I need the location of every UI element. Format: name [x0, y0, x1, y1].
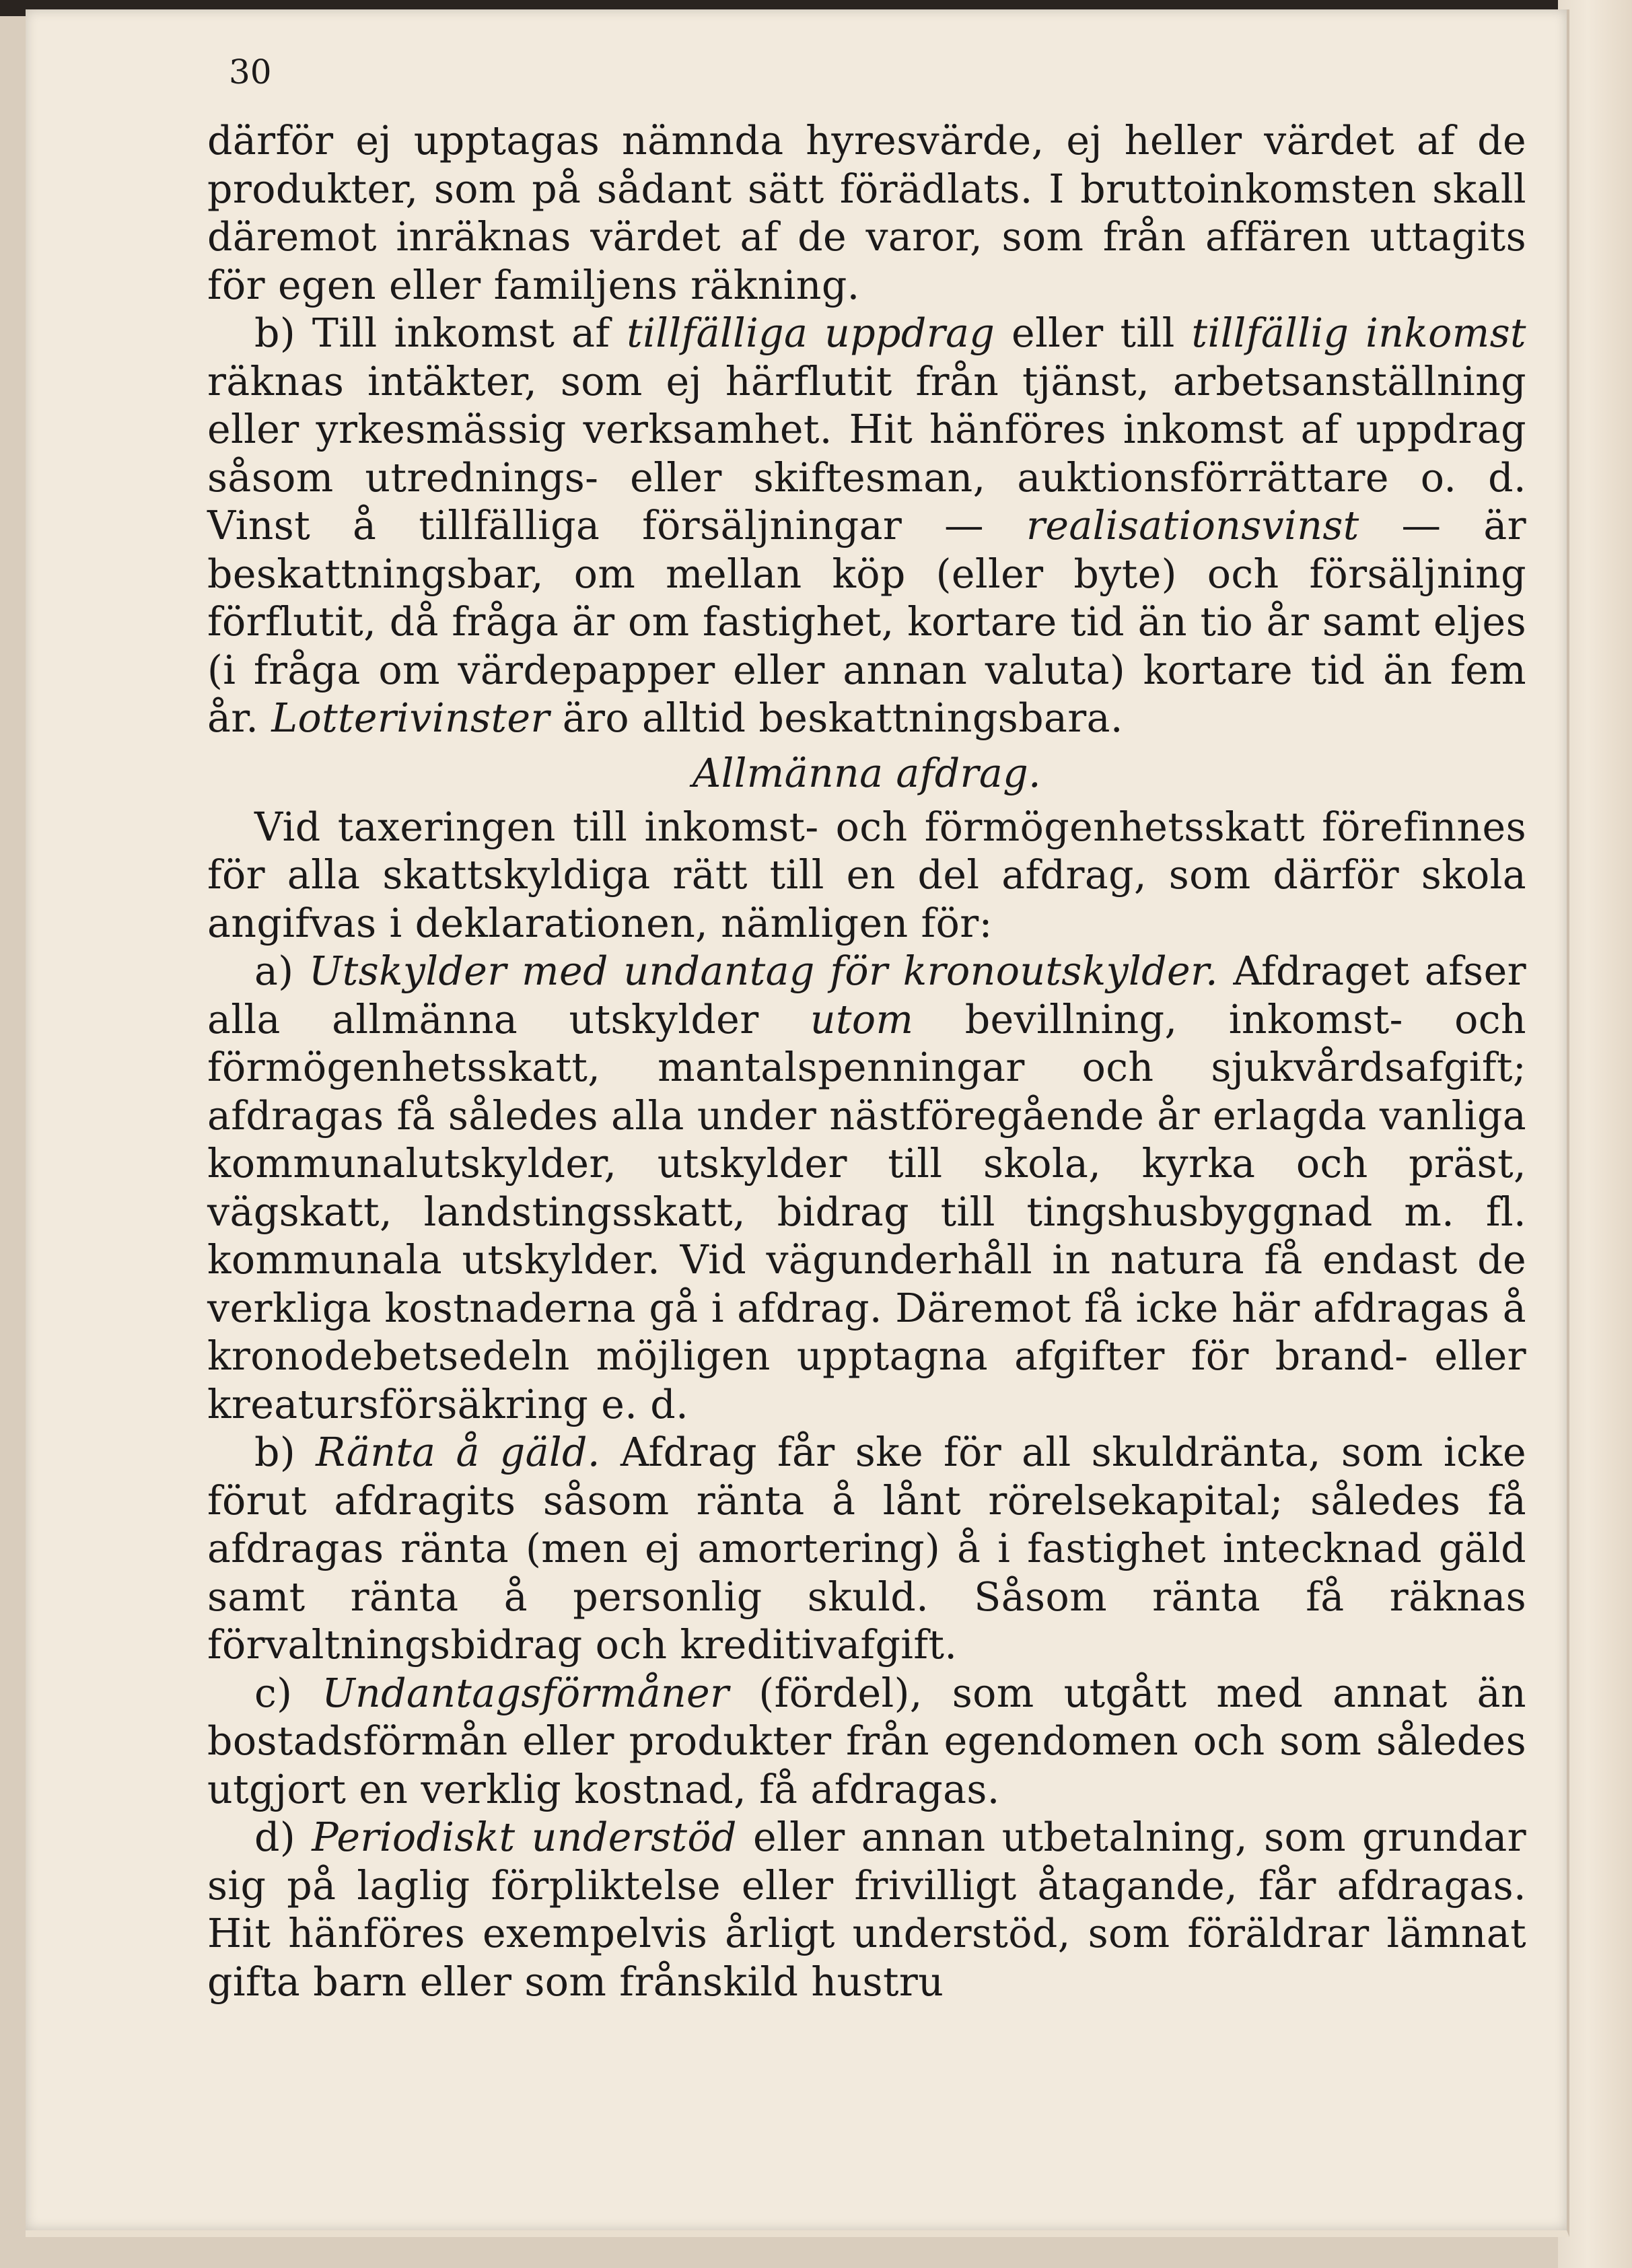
text-run: därför ej upptagas nämnda hyresvärde, ej heller värdet af de produkter, som på sådant sätt förädlats. I bruttoinkomsten skall däremot inräknas värdet af de varor, som från affären uttagits för egen eller familjens räkning.	[207, 118, 1526, 308]
paragraph-item-d	[207, 1814, 1526, 2006]
italic-term: tillfälliga uppdrag	[627, 310, 995, 356]
text-run: räknas intäkter, som ej härflutit från tjänst, arbetsanställning eller yrkesmässig verksamhet. Hit hänföres inkomst af uppdrag såsom utrednings- eller skiftesman, auktionsförrättare o. d. Vinst å tillfälliga försäljningar —	[207, 358, 1526, 548]
text-run: Afdraget afser alla allmänna utskylder	[207, 948, 1526, 1042]
section-heading: Allmänna afdrag.	[692, 750, 1042, 796]
italic-term: tillfällig inkomst	[1191, 310, 1526, 356]
paragraph-intro	[207, 804, 1526, 948]
text-run: eller till	[995, 310, 1192, 356]
italic-term: utom	[810, 996, 914, 1042]
text-run: b) Till inkomst af	[254, 310, 627, 356]
paragraph-item-c	[207, 1670, 1526, 1814]
text-run: Vid taxeringen till inkomst- och förmögenhetsskatt förefinnes för alla skattskyldiga rätt till en del afdrag, som därför skola angifvas i deklarationen, nämligen för:	[207, 804, 1526, 946]
text-run: b)	[254, 1429, 316, 1475]
text-run: (fördel), som utgått med annat än bostadsförmån eller produkter från egendomen och som således utgjort en verklig kostnad, få afdragas.	[207, 1670, 1526, 1812]
italic-term: Undantagsförmåner	[322, 1670, 730, 1716]
text-run: eller annan utbetalning, som grundar sig på laglig förpliktelse eller frivilligt åtagande, får afdragas. Hit hänföres exempelvis årligt understöd, som föräldrar lämnat gifta barn eller som frånskild hustru	[207, 1814, 1526, 2005]
text-run: c)	[254, 1670, 322, 1716]
paragraph-item-b	[207, 1429, 1526, 1670]
italic-term: realisationsvinst	[1026, 503, 1359, 548]
italic-term: Lotterivinster	[271, 695, 550, 741]
text-run: a)	[254, 948, 309, 994]
italic-term: Utskylder med undantag för kronoutskylder.	[309, 948, 1218, 994]
paragraph-item-a	[207, 948, 1526, 1429]
italic-term: Periodiskt understöd	[312, 1814, 737, 1860]
text-run: d)	[254, 1814, 312, 1860]
page-number: 30	[229, 52, 272, 92]
text-run: bevillning, inkomst- och förmögenhetsskatt, mantalspenningar och sjukvårdsafgift; afdragas få således alla under nästföregående år erlagda vanliga kommunalutskylder, utskylder till skola, kyrka och präst, vägskatt, landstingsskatt, bidrag till tingshusbyggnad m. fl. kommunala utskylder. Vid vägunderhåll in natura få endast de verkliga kostnaderna gå i afdrag. Däremot få icke här afdragas å kronodebetsedeln möjligen upptagna afgifter för brand- eller kreatursförsäkring e. d.	[207, 996, 1526, 1427]
text-run: Afdrag får ske för all skuldränta, som icke förut afdragits såsom ränta å lånt rörelsekapital; således få afdragas ränta (men ej amortering) å i fastighet intecknad gäld samt ränta å personlig skuld. Såsom ränta få räknas förvaltningsbidrag och kreditivafgift.	[207, 1429, 1526, 1668]
page-body	[207, 117, 1526, 2006]
text-run: — är beskattningsbar, om mellan köp (eller byte) och försäljning förflutit, då fråga är om fastighet, kortare tid än tio år samt eljes (i fråga om värdepapper eller annan valuta) kortare tid än fem år.	[207, 503, 1526, 741]
book-page	[26, 9, 1569, 2237]
paragraph-tillfallig-inkomst	[207, 310, 1526, 743]
paragraph-continued	[207, 117, 1526, 310]
italic-term: Ränta å gäld.	[316, 1429, 600, 1475]
text-run: äro alltid beskattningsbara.	[549, 695, 1123, 741]
